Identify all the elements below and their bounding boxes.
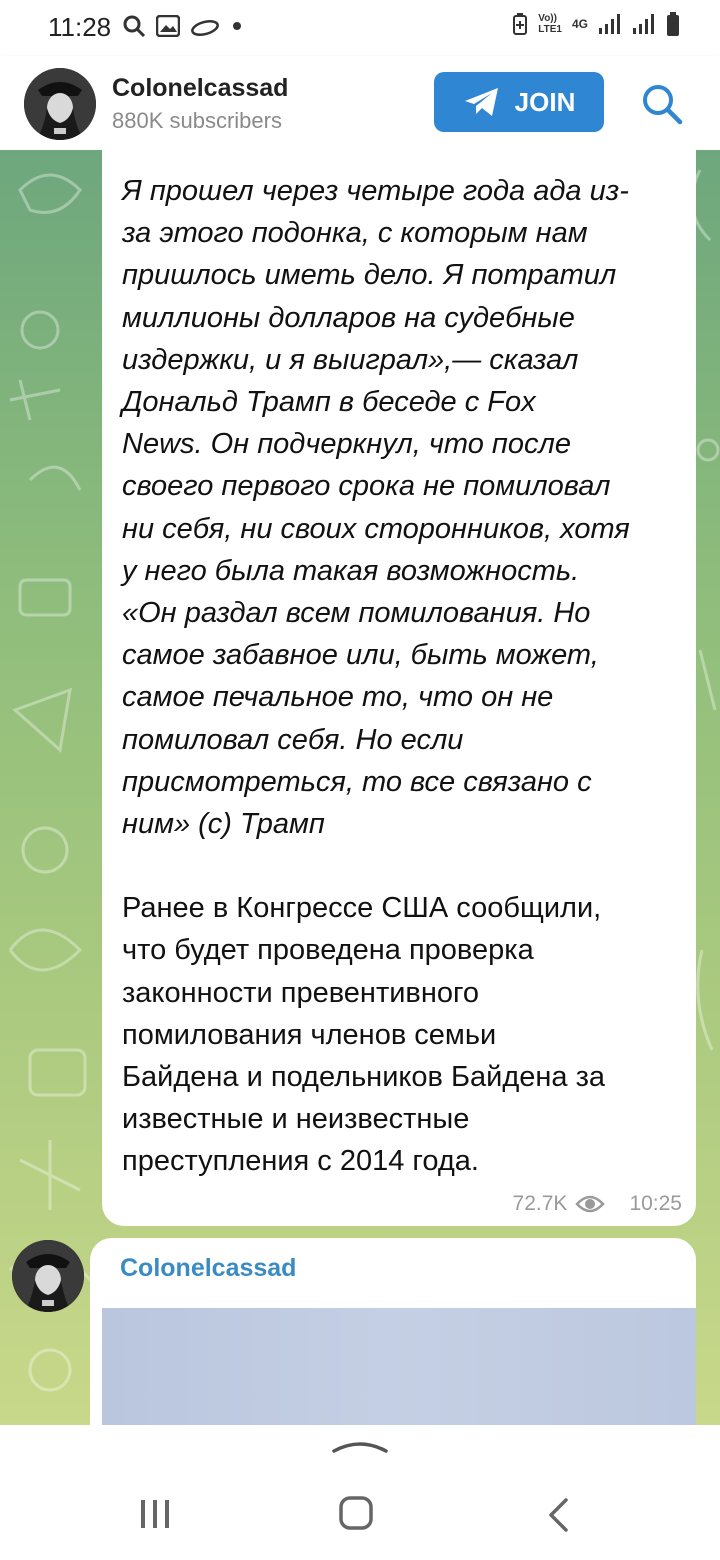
status-time: 11:28	[48, 12, 112, 42]
message-text	[122, 170, 682, 1183]
message-bubble[interactable]	[102, 150, 696, 1226]
recents-icon[interactable]	[138, 1497, 172, 1531]
network-label-bottom: LTE1	[538, 24, 562, 35]
avatar-image	[12, 1240, 84, 1312]
quote-line: присмотреться, то все связано с	[122, 765, 592, 798]
channel-avatar[interactable]	[24, 68, 96, 140]
quote-line: ним» (с) Трамп	[122, 808, 325, 841]
battery-icon	[666, 12, 680, 36]
quote-line: «Он раздал всем помилования. Но	[122, 597, 591, 630]
view-count: 72.7K	[512, 1192, 568, 1215]
status-bar	[0, 0, 720, 56]
body-line: что будет проведена проверка	[122, 934, 534, 967]
eye-icon	[575, 1194, 605, 1214]
body-line: преступления с 2014 года.	[122, 1145, 479, 1178]
author-avatar[interactable]	[12, 1240, 84, 1312]
signal-icon	[598, 14, 622, 34]
join-label: JOIN	[514, 86, 576, 117]
gallery-icon	[156, 15, 180, 37]
body-line: помилования членов семьи	[122, 1018, 497, 1051]
navigation-bar	[0, 1425, 720, 1560]
next-message-bubble[interactable]	[90, 1238, 696, 1438]
message-time: 10:25	[629, 1192, 682, 1215]
status-notification-icons	[122, 14, 244, 38]
quote-line: самое печальное то, что он не	[122, 681, 554, 714]
network-label	[538, 13, 562, 35]
quote-line: ни себя, ни своих сторонников, хотя	[122, 512, 630, 545]
quote-line: миллионы долларов на судебные	[122, 301, 575, 334]
body-line: законности превентивного	[122, 976, 480, 1009]
quote-line: за этого подонка, с которым нам	[122, 217, 588, 250]
quote-line: Дональд Трамп в беседе с Fox	[122, 386, 536, 419]
cloud-icon	[190, 16, 220, 36]
message-body	[122, 887, 682, 1182]
message-author[interactable]: Colonelcassad	[120, 1254, 297, 1282]
channel-header[interactable]	[0, 56, 720, 150]
battery-saver-icon	[512, 13, 528, 35]
status-system-icons	[512, 12, 680, 36]
media-preview[interactable]	[102, 1308, 696, 1438]
quote-line: помиловал себя. Но если	[122, 723, 464, 756]
telegram-icon	[463, 86, 501, 118]
quote-line: News. Он подчеркнул, что после	[122, 428, 571, 461]
back-icon[interactable]	[546, 1497, 570, 1533]
message-meta	[513, 1192, 682, 1216]
subscriber-count: 880K subscribers	[112, 108, 282, 133]
network-label-top: Vo))	[538, 13, 557, 24]
quote-line: своего первого срока не помиловал	[122, 470, 611, 503]
message-quote	[122, 170, 682, 845]
search-icon[interactable]	[640, 82, 684, 126]
quote-line: пришлось иметь дело. Я потратил	[122, 259, 617, 292]
quote-line: издержки, и я выиграл»,— сказал	[122, 343, 579, 376]
channel-name[interactable]: Colonelcassad	[112, 74, 289, 102]
join-button[interactable]	[434, 72, 604, 132]
paragraph-gap	[122, 845, 682, 887]
home-icon[interactable]	[338, 1495, 374, 1531]
body-line: Байдена и подельников Байдена за	[122, 1061, 606, 1094]
avatar-image	[24, 68, 96, 140]
quote-line: самое забавное или, быть может,	[122, 639, 599, 672]
dot-icon	[230, 19, 244, 33]
quote-line: у него была такая возможность.	[122, 554, 580, 587]
body-line: известные и неизвестные	[122, 1103, 470, 1136]
network-type: 4G	[571, 17, 588, 31]
chevron-up-icon[interactable]	[332, 1435, 388, 1455]
quote-line: Я прошел через четыре года ада из-	[122, 175, 629, 207]
search-icon	[122, 14, 146, 38]
body-line: Ранее в Конгрессе США сообщили,	[122, 892, 602, 925]
signal-icon	[632, 14, 656, 34]
